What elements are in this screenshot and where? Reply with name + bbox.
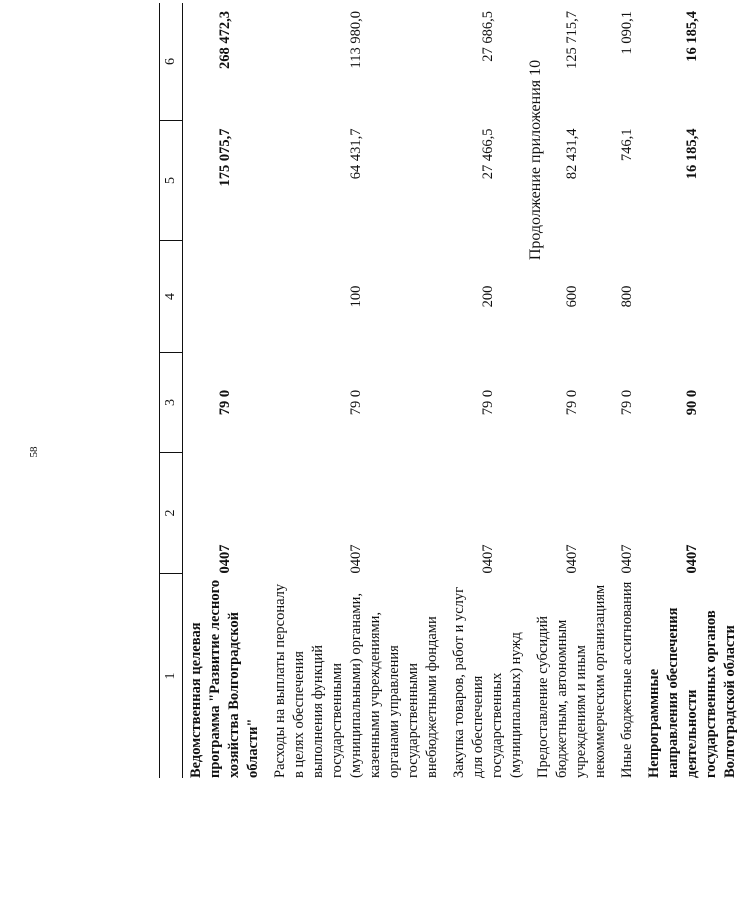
row-name: Закупка товаров, работ и услуг для обеспечения государственных (муниципальных) нужд [451, 586, 524, 778]
table-row [446, 3, 530, 778]
target-article: 79 0 [619, 389, 635, 416]
expense-type: 800 [619, 285, 635, 308]
expense-type [641, 241, 744, 353]
amount-col-5: 175 075,7 [216, 128, 233, 187]
column-header: 6 [160, 3, 183, 121]
column-number-row [160, 3, 183, 778]
target-article: 90 0 [684, 389, 700, 416]
amount-col-6: 16 185,4 [684, 11, 700, 62]
amount-col-6: 27 686,5 [479, 11, 496, 62]
budget-table-sheet [159, 8, 738, 778]
section-code: 0407 [348, 544, 364, 574]
amount-col-5: 16 185,4 [684, 128, 700, 180]
expense-type: 100 [348, 285, 364, 308]
table-row [267, 3, 446, 778]
amount-col-5: 27 466,5 [479, 128, 496, 180]
column-header: 1 [160, 574, 183, 779]
row-name: Иные бюджетные ассигнования [619, 581, 635, 778]
row-name: Предоставление субсидий бюджетным, автономным учреждениям и иным некоммерческим организациям [535, 584, 608, 778]
column-header: 2 [160, 453, 183, 574]
table-row [614, 3, 641, 778]
amount-col-6: 113 980,0 [348, 11, 364, 69]
table-row [641, 3, 744, 778]
table-row [183, 3, 268, 778]
amount-col-6: 268 472,3 [216, 11, 233, 69]
target-article: 79 0 [563, 389, 580, 416]
row-name: Ведомственная целевая программа "Развитие лесного хозяйства Волгоградской области" [188, 579, 261, 778]
column-header: 3 [160, 353, 183, 453]
budget-table [159, 3, 744, 778]
section-code: 0407 [479, 544, 496, 574]
row-name: Расходы на выплаты персоналу в целях обеспечения выполнения функций государственными (муниципальными) органами, казенными учреждениями, органами управления государственными внебюджетными фондами [272, 583, 440, 778]
amount-col-6: 125 715,7 [563, 11, 580, 69]
amount-col-5: 82 431,4 [563, 128, 580, 180]
section-code: 0407 [216, 544, 233, 574]
amount-col-6: 1 090,1 [619, 11, 635, 55]
table-row [530, 3, 614, 778]
appendix-continuation-title: Продолжение приложения 10 [527, 59, 544, 261]
target-article: 79 0 [479, 389, 496, 416]
section-code: 0407 [563, 544, 580, 574]
expense-type: 200 [479, 285, 496, 308]
column-header: 5 [160, 121, 183, 241]
expense-type [183, 241, 268, 353]
section-code: 0407 [619, 544, 635, 574]
expense-type: 600 [563, 285, 580, 308]
page-number: 58 [28, 446, 40, 458]
amount-col-5: 746,1 [619, 128, 635, 162]
amount-col-5: 64 431,7 [348, 128, 364, 180]
section-code: 0407 [684, 544, 700, 574]
column-header: 4 [160, 241, 183, 353]
target-article: 79 0 [216, 389, 233, 416]
target-article: 79 0 [348, 389, 364, 416]
row-name: Непрограммные направления обеспечения деятельности государственных органов Волгоградской области [646, 607, 738, 778]
